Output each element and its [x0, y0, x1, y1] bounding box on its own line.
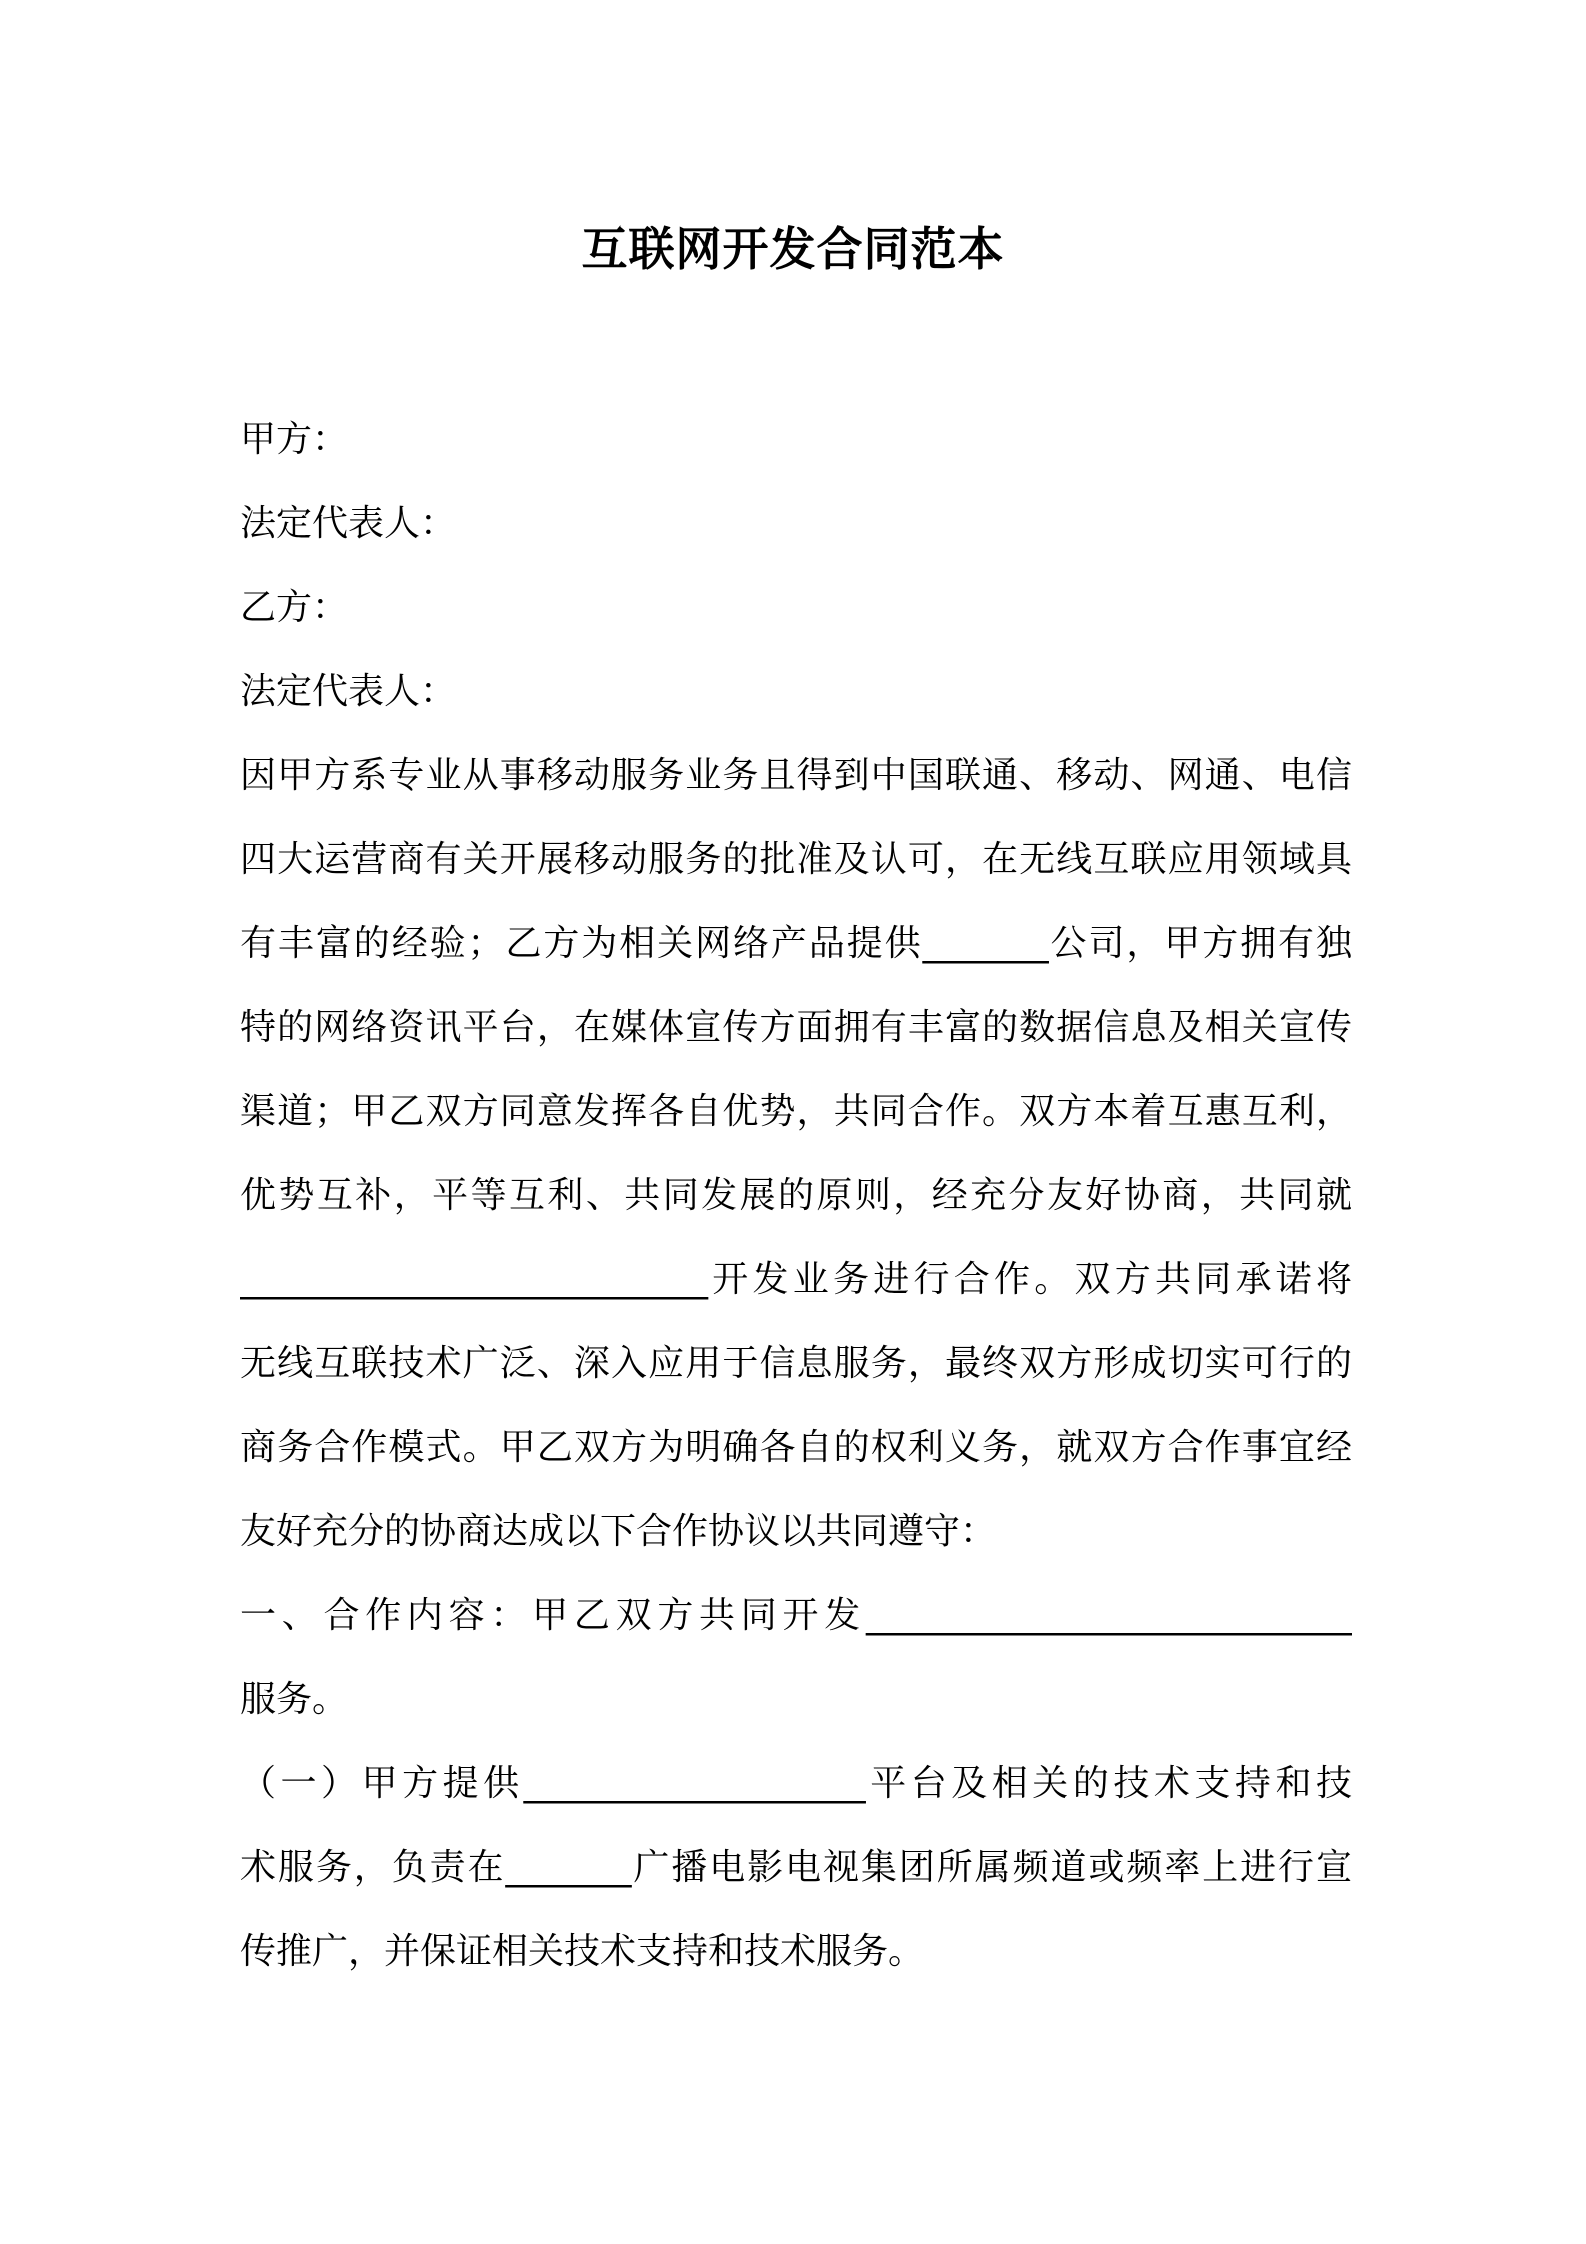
party-a-label: 甲方：	[240, 419, 349, 460]
clause-one-line: 术服务，负责在_______广播电影电视集团所属频道或频率上进行宣	[240, 1847, 1352, 1888]
party-b-label: 乙方：	[240, 587, 349, 628]
preamble-line: 渠道；甲乙双方同意发挥各自优势，共同合作。双方本着互惠互利，	[240, 1091, 1352, 1132]
preamble-line: 友好充分的协商达成以下合作协议以共同遵守：	[240, 1511, 997, 1552]
document-title: 互联网开发合同范本	[581, 222, 1005, 276]
preamble-line: 因甲方系专业从事移动服务业务且得到中国联通、移动、网通、电信	[240, 755, 1352, 796]
preamble-line: 特的网络资讯平台，在媒体宣传方面拥有丰富的数据信息及相关宣传	[240, 1007, 1352, 1048]
preamble-line: 无线互联技术广泛、深入应用于信息服务，最终双方形成切实可行的	[240, 1343, 1352, 1384]
preamble-paragraph	[240, 734, 1352, 1574]
section-one-continuation: 服务。	[240, 1679, 349, 1720]
clause-one-line: （一）甲方提供___________________平台及相关的技术支持和技	[240, 1763, 1352, 1804]
preamble-line: 优势互补，平等互利、共同发展的原则，经充分友好协商，共同就	[240, 1175, 1352, 1216]
preamble-line: 四大运营商有关开展移动服务的批准及认可，在无线互联应用领域具	[240, 839, 1352, 880]
preamble-line: 有丰富的经验；乙方为相关网络产品提供_______公司，甲方拥有独	[240, 923, 1352, 964]
clause-one	[240, 1742, 1352, 1994]
preamble-line: __________________________开发业务进行合作。双方共同承诺将	[240, 1259, 1352, 1300]
party-a-representative-label: 法定代表人：	[240, 503, 457, 544]
section-one	[240, 1574, 1352, 1742]
party-b-representative-label: 法定代表人：	[240, 671, 457, 712]
document-body	[240, 398, 1352, 1994]
section-one-heading: 一、合作内容：甲乙双方共同开发___________________________	[240, 1595, 1352, 1636]
preamble-line: 商务合作模式。甲乙双方为明确各自的权利义务，就双方合作事宜经	[240, 1427, 1352, 1468]
clause-one-line: 传推广，并保证相关技术支持和技术服务。	[240, 1931, 925, 1972]
